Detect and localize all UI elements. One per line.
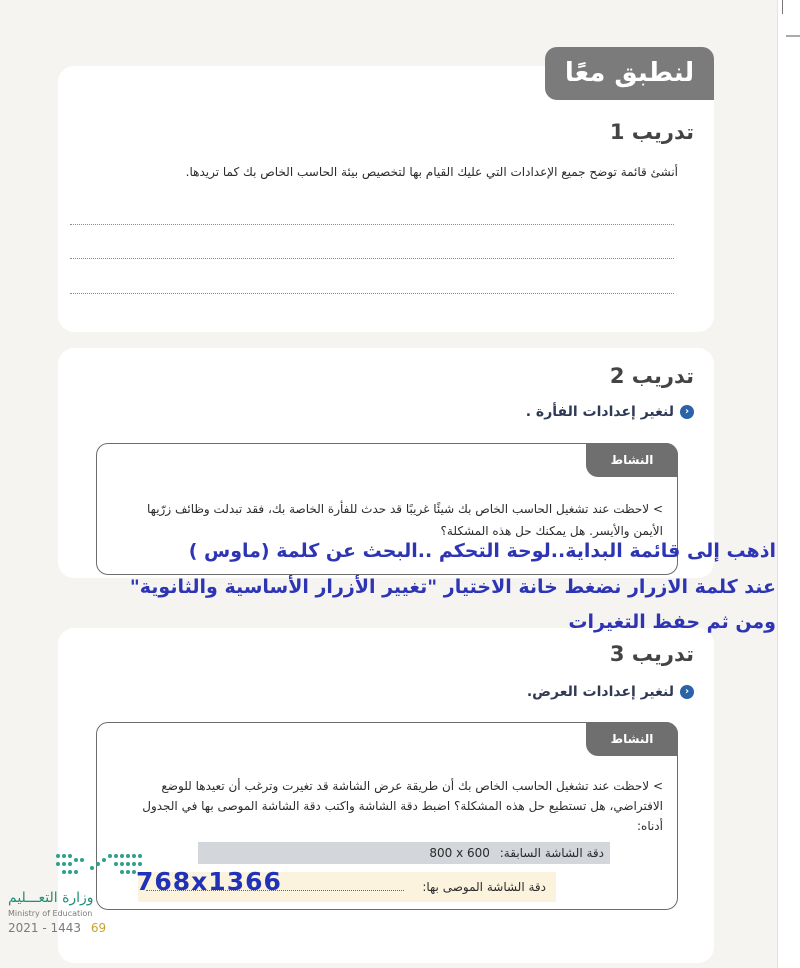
exercise-1-title: تدريب 1: [609, 120, 694, 144]
page-year: 2021 - 1443: [8, 921, 82, 935]
ministry-name-english: Ministry of Education: [8, 909, 93, 918]
activity-text-line: الافتراضي، هل تستطيع حل هذه المشكلة؟ اضبط دقة الشاشة واكتب دقة الشاشة الموصى بها في الجدول: [142, 799, 663, 813]
handwritten-answer-line-2: عند كلمة الازرار نضغط خانة الاختيار "تغيير الأزرار الأساسية والثانوية": [129, 576, 776, 598]
exercise-1-prompt: أنشئ قائمة توضح جميع الإعدادات التي عليك القيام بها لتخصيص بيئة الحاسب الخاص بك كما تريدها.: [185, 165, 678, 179]
exercise-3-subhead-text: لنغير إعدادات العرض.: [526, 684, 674, 700]
activity-tab: النشاط: [586, 722, 678, 756]
answer-line-3: [70, 293, 674, 294]
previous-resolution-value: 800 x 600: [429, 846, 490, 860]
answer-line-2: [70, 258, 674, 259]
chevron-left-icon: ‹: [680, 405, 694, 419]
answer-line-1: [70, 224, 674, 225]
activity-tab: النشاط: [586, 443, 678, 477]
exercise-2-subhead-text: لنغير إعدادات الفأرة .: [525, 404, 674, 420]
page-edge: [777, 0, 800, 968]
previous-resolution-row: [198, 842, 610, 864]
page-number: 69: [90, 921, 107, 935]
ministry-logo-icon: [52, 850, 150, 886]
handwritten-answer-line-3: ومن ثم حفظ التغيرات: [568, 611, 776, 633]
page-edge-tick: [782, 0, 783, 14]
section-banner: لنطبق معًا: [545, 47, 714, 100]
activity-text-line: الأيمن والأيسر. هل يمكنك حل هذه المشكلة؟: [440, 524, 663, 538]
activity-text-line: أدناه:: [636, 819, 663, 833]
handwritten-answer-line-1: اذهب إلى قائمة البداية..لوحة التحكم ..البحث عن كلمة (ماوس ): [188, 540, 776, 562]
activity-text-line: > لاحظت عند تشغيل الحاسب الخاص بك أن طريقة عرض الشاشة قد تغيرت وترغب أن تعيدها للوضع: [161, 779, 663, 793]
exercise-2-subhead: [526, 404, 694, 420]
page-edge-dash: [786, 35, 800, 37]
activity-text-line: > لاحظت عند تشغيل الحاسب الخاص بك شيئًا غريبًا قد حدث للفأرة الخاصة بك، فقد تبدلت وظائف زرّيها: [147, 502, 663, 516]
chevron-left-icon: ‹: [680, 685, 694, 699]
exercise-2-title: تدريب 2: [609, 364, 694, 388]
exercise-3-title: تدريب 3: [609, 642, 694, 666]
exercise-3-subhead: [527, 684, 694, 700]
previous-resolution-label: دقة الشاشة السابقة:: [499, 846, 604, 860]
recommended-resolution-value: 768x1366: [136, 867, 282, 896]
ministry-name-arabic: وزارة التعـــليم: [8, 890, 94, 906]
recommended-resolution-label: دقة الشاشة الموصى بها:: [422, 880, 546, 894]
year-and-page: [8, 921, 106, 935]
